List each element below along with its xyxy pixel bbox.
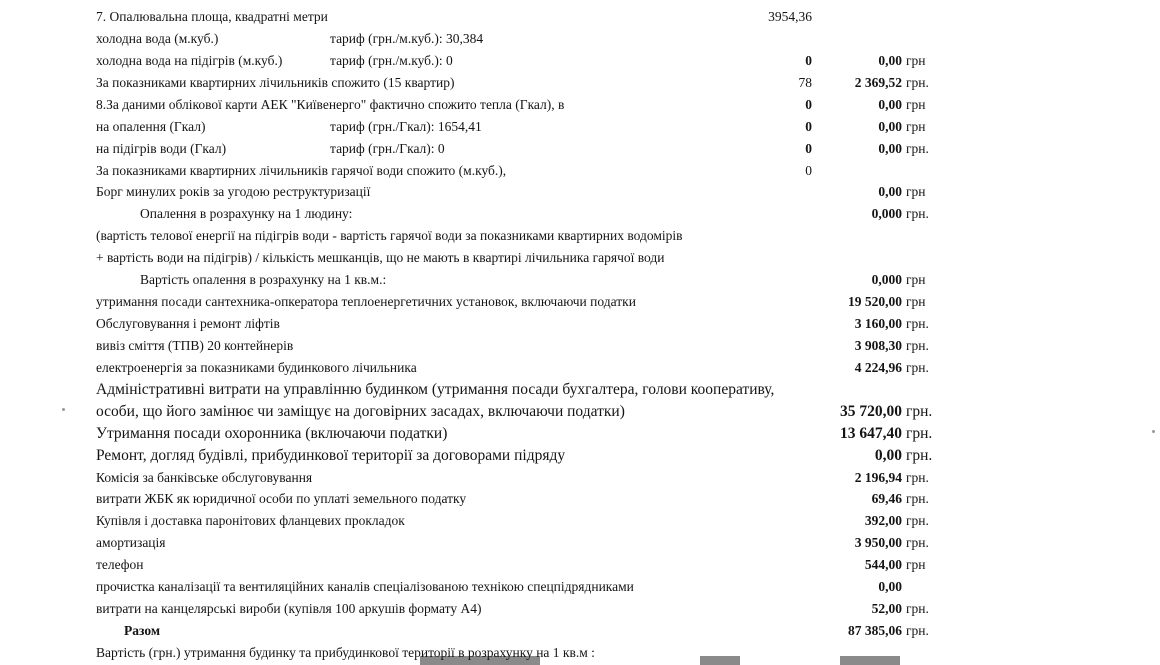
row-amount: 19 520,00 [848,294,902,310]
row-unit: грн [906,272,926,288]
row-amount: 0,00 [874,446,902,464]
row-unit: грн. [906,535,929,551]
row-quantity: 0 [805,118,812,134]
row-amount: 52,00 [871,601,902,617]
row-unit: грн. [906,316,929,332]
row-label: прочистка каналізації та вентиляційних каналів спеціалізованою технікою спецпідрядниками [96,579,634,595]
row-amount: 0,00 [878,184,902,200]
row-unit: грн. [906,513,929,529]
row-unit: грн. [906,74,929,90]
row-amount: 35 720,00 [840,402,902,420]
row-label: Разом [124,623,161,639]
row-label: витрати ЖБК як юридичної особи по уплаті земельного податку [96,491,467,507]
row-amount: 2 196,94 [854,469,902,485]
row-amount: 69,46 [871,491,902,507]
row-label: Вартість опалення в розрахунку на 1 кв.м.: [140,272,387,288]
row-amount: 0,000 [871,272,902,288]
statement-row [0,116,1160,138]
row-label: утримання посади сантехника-опкератора теплоенергетичних установок, включаючи податки [96,294,636,310]
row-amount: 4 224,96 [854,359,902,375]
statement-row [0,225,1160,247]
row-quantity: 0 [805,162,812,178]
statement-row [0,160,1160,182]
row-amount: 0,00 [878,52,902,68]
row-label: Вартість (грн.) утримання будинку та прибудинкової території в розрахунку на 1 кв.м : [96,644,595,660]
statement-row [0,620,1160,642]
row-label: холодна вода (м.куб.) [96,30,219,46]
statement-row [0,181,1160,203]
row-label: амортизація [96,535,166,551]
row-label: (вартість телової енергії на підігрів води - вартість гарячої води за показниками квартирних водомірів [96,228,683,244]
row-amount: 2 369,52 [854,74,902,90]
row-tariff: тариф (грн./м.куб.): 30,384 [330,30,484,46]
row-unit: грн [906,96,926,112]
row-amount: 13 647,40 [840,424,902,442]
row-label: вивіз сміття (ТПВ) 20 контейнерів [96,337,294,353]
row-amount: 87 385,06 [848,623,902,639]
row-unit: грн. [906,337,929,353]
row-unit: грн. [906,206,929,222]
row-label: Комісія за банківське обслуговування [96,469,313,485]
row-unit: грн. [906,601,929,617]
statement-row [0,532,1160,554]
row-unit: грн. [906,623,929,639]
row-label: особи, що його замінює чи заміщує на договірних засадах, включаючи податки) [96,402,625,420]
row-label: Обслуговування і ремонт ліфтів [96,316,280,332]
statement-row [0,401,1160,423]
row-amount: 0,00 [878,118,902,134]
row-unit: грн. [906,402,933,420]
statement-row [0,50,1160,72]
row-amount: 3 950,00 [854,535,902,551]
statement-row [0,291,1160,313]
row-amount: 0,00 [878,579,902,595]
statement-row [0,423,1160,445]
row-unit: грн [906,557,926,573]
row-amount: 544,00 [864,557,902,573]
row-amount: 3 160,00 [854,316,902,332]
row-unit: грн [906,294,926,310]
row-amount: 0,00 [878,96,902,112]
row-amount: 0,000 [871,206,902,222]
statement-row [0,138,1160,160]
statement-row [0,247,1160,269]
row-label: Утримання посади охоронника (включаючи податки) [96,424,448,442]
row-quantity: 0 [805,140,812,156]
statement-row [0,642,1160,664]
row-unit: грн. [906,140,929,156]
statement-row [0,313,1160,335]
statement-row [0,379,1160,401]
row-amount: 0,00 [878,140,902,156]
row-label: на опалення (Гкал) [96,118,206,134]
row-label: Опалення в розрахунку на 1 людину: [140,206,353,222]
row-label: телефон [96,557,144,573]
cut-off-text-top [400,0,694,1]
statement-row [0,72,1160,94]
row-label: За показниками квартирних лічильників спожито (15 квартир) [96,74,455,90]
row-amount: 3 908,30 [854,337,902,353]
row-label: Борг минулих років за угодою реструктуризації [96,184,371,200]
row-quantity: 0 [805,96,812,112]
row-label: Адміністративні витрати на управлінню будинком (утримання посади бухгалтера, голови кооперативу, [96,380,775,398]
row-unit: грн. [906,424,933,442]
row-label: За показниками квартирних лічильників гарячої води спожито (м.куб.), [96,162,507,178]
row-unit: грн. [906,469,929,485]
statement-row [0,467,1160,489]
row-tariff: тариф (грн./Гкал): 0 [330,140,445,156]
statement-row [0,94,1160,116]
statement-row [0,6,1160,28]
row-label: на підігрів води (Гкал) [96,140,227,156]
statement-row [0,357,1160,379]
statement-row [0,203,1160,225]
row-tariff: тариф (грн./м.куб.): 0 [330,52,453,68]
statement-row [0,598,1160,620]
row-unit: грн [906,52,926,68]
row-unit: грн. [906,359,929,375]
row-label: електроенергія за показниками будинкового лічильника [96,359,417,375]
row-amount: 392,00 [864,513,902,529]
row-quantity: 0 [805,52,812,68]
row-label: Ремонт, догляд будівлі, прибудинкової території за договорами підряду [96,446,566,464]
row-label: Купівля і доставка паронітових фланцевих прокладок [96,513,405,529]
row-label: 7. Опалювальна площа, квадратні метри [96,9,328,24]
row-label: + вартість води на підігрів) / кількість мешканців, що не мають в квартирі лічильника гарячої води [96,250,665,266]
row-unit: грн. [906,446,933,464]
row-unit: грн [906,184,926,200]
row-label: витрати на канцелярські вироби (купівля 100 аркушів формату А4) [96,601,482,617]
row-label: 8.За даними облікової карти АЕК "Київенерго" фактично спожито тепла (Гкал), в [96,96,565,112]
row-unit: грн. [906,491,929,507]
row-unit: грн [906,118,926,134]
statement-row [0,554,1160,576]
statement-row [0,28,1160,50]
row-quantity: 78 [798,74,812,90]
row-tariff: тариф (грн./Гкал): 1654,41 [330,118,482,134]
row-label: холодна вода на підігрів (м.куб.) [96,52,283,68]
statement-row [0,335,1160,357]
statement-row [0,445,1160,467]
statement-row [0,510,1160,532]
statement-row [0,576,1160,598]
row-quantity: 3954,36 [768,9,812,24]
statement-row [0,488,1160,510]
statement-row [0,269,1160,291]
